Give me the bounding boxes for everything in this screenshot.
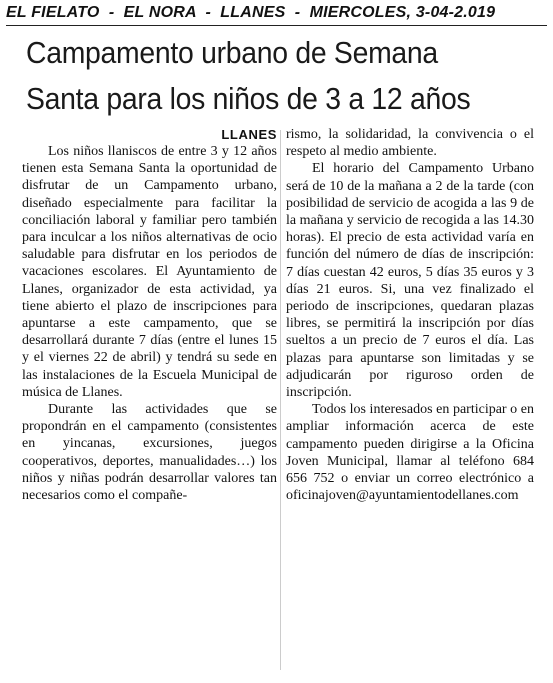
article-paragraph: El horario del Campamento Urbano será de 10 de la mañana a 2 de la tarde (con posibilidad de servicio de acogida a las 9 de la mañana y servicio de recogida a las 14.30 horas). El precio de esta actividad varía en función del número de días de inscripción: 7 días cuestan 42 euros, 5 días 35 euros y 3 días 21 euros. Si, una vez finalizado el periodo de inscripciones, quedaran plazas libres, se permitirá la inscripción por días sueltos a un precio de 7 euros el día. Las plazas para apuntarse son limitadas y se adjudicarán por riguroso orden de inscripción. xyxy=(286,161,534,401)
article-paragraph: Los niños llaniscos de entre 3 y 12 años tienen esta Semana Santa la oportunidad de disfrutar de un Campamento urbano, diseñado especialmente para facilitar la conciliación laboral y familiar pero también para inculcar a los niños alternativas de ocio saludable para disfrutar en los periodos de vacaciones escolares. El Ayuntamiento de Llanes, organizador de esta actividad, ya tiene abierto el plazo de inscripciones para apuntarse a este campamento, que se desarrollará durante 7 días (entre el lunes 15 y el viernes 22 de abril) y tendrá su sede en las instalaciones de la Escuela Municipal de música de Llanes. xyxy=(22,144,277,400)
newspaper-masthead: EL FIELATO - EL NORA - LLANES - MIERCOLES, 3-04-2.019 xyxy=(6,3,547,26)
article-column-right xyxy=(286,126,534,504)
article-paragraph-continuation: rismo, la solidaridad, la convivencia o el respeto al medio ambiente. xyxy=(286,127,534,160)
article-headline: Campamento urbano de Semana Santa para los niños de 3 a 12 años xyxy=(26,36,471,116)
article-section-label: LLANES xyxy=(221,127,277,142)
article-paragraph: Todos los interesados en participar o en ampliar información acerca de este campamento pueden dirigirse a la Oficina Joven Municipal, llamar al teléfono 684 656 752 o enviar un correo electrónico a oficinajoven@ayuntamientodellanes.com xyxy=(286,402,534,504)
article-column-left xyxy=(22,126,277,504)
article-paragraph: Durante las actividades que se propondrán en el campamento (consistentes en yincanas, excursiones, juegos cooperativos, deportes, manualidades…) los niños y niñas podrán desarrollar valores tan necesarios como el compañe- xyxy=(22,402,277,504)
column-divider xyxy=(280,130,281,670)
